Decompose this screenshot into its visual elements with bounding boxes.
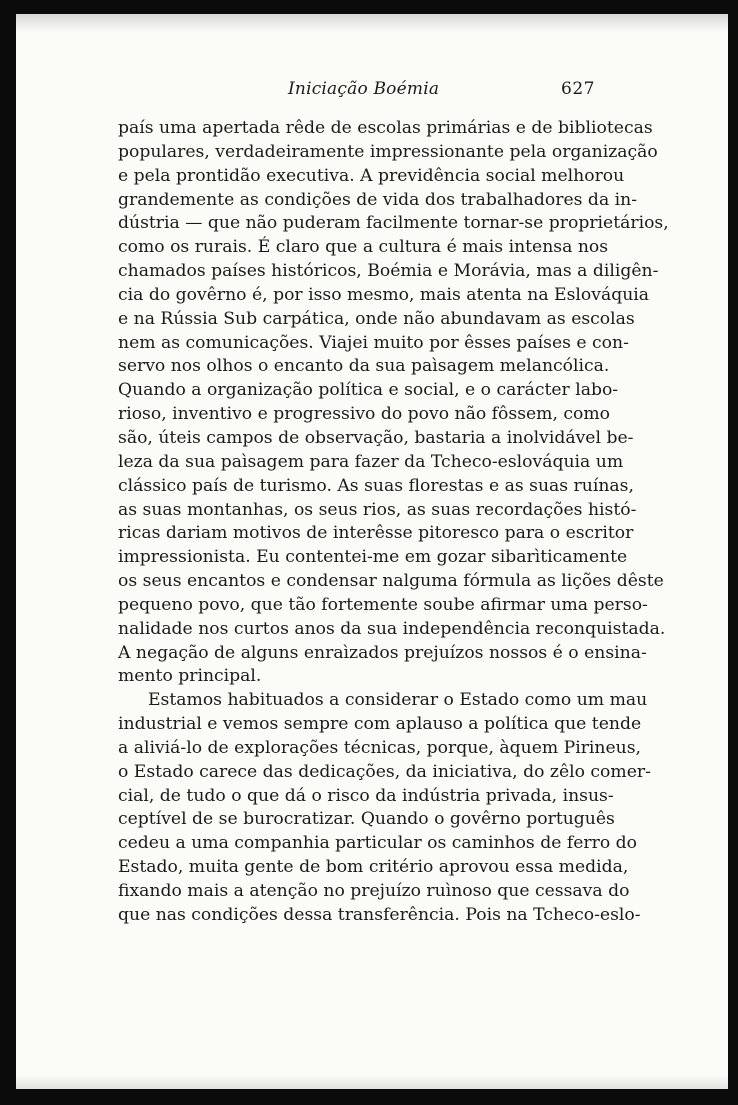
text-line: impressionista. Eu contentei-me em gozar sibarìticamente — [118, 547, 628, 568]
text-line: populares, verdadeiramente impressionante pela organização — [118, 141, 658, 162]
text-line: as suas montanhas, os seus rios, as suas recordações histó- — [118, 499, 637, 520]
text-line: pequeno povo, que tão fortemente soube afirmar uma perso- — [118, 594, 648, 615]
text-line: o Estado carece das dedicações, da iniciativa, do zêlo comer- — [118, 761, 651, 782]
text-line: e na Rússia Sub carpática, onde não abundavam as escolas — [118, 308, 635, 329]
text-line: e pela prontidão executiva. A previdência social melhorou — [118, 165, 625, 186]
text-line: leza da sua paìsagem para fazer da Tcheco-eslováquia um — [118, 451, 624, 472]
text-line: fixando mais a atenção no prejuízo ruìnoso que cessava do — [118, 881, 630, 901]
text-line: que nas condições dessa transferência. Pois na Tcheco-eslo- — [118, 904, 641, 925]
running-title: Iniciação Boémia — [288, 79, 440, 99]
body-text — [118, 117, 669, 928]
text-line: nem as comunicações. Viajei muito por êsses países e con- — [118, 332, 629, 353]
text-line: nalidade nos curtos anos da sua independência reconquistada. — [118, 618, 666, 639]
text-line: cial, de tudo o que dá o risco da indústria privada, insus- — [118, 785, 614, 806]
text-line: Estado, muita gente de bom critério aprovou essa medida, — [118, 857, 629, 878]
text-line: a aliviá-lo de explorações técnicas, porque, àquem Pirineus, — [118, 737, 642, 758]
page-header — [0, 79, 738, 103]
paragraph-end-line: mento principal. — [118, 666, 262, 687]
text-line: servo nos olhos o encanto da sua paìsagem melancólica. — [118, 356, 610, 377]
text-line: como os rurais. É claro que a cultura é mais intensa nos — [118, 237, 609, 258]
text-line: A negação de alguns enraìzados prejuízos nossos é o ensina- — [118, 642, 647, 663]
text-line: cedeu a uma companhia particular os caminhos de ferro do — [118, 833, 637, 854]
text-line: cia do govêrno é, por isso mesmo, mais atenta na Eslováquia — [118, 284, 650, 305]
page-number: 627 — [561, 79, 595, 99]
text-line: dústria — que não puderam facilmente tornar-se proprietários, — [118, 213, 669, 234]
text-line: ricas dariam motivos de interêsse pitoresco para o escritor — [118, 523, 634, 544]
text-line: rioso, inventivo e progressivo do povo não fôssem, como — [118, 404, 611, 425]
paragraph-start-line: Estamos habituados a considerar o Estado como um mau — [148, 690, 648, 711]
text-line: grandemente as condições de vida dos trabalhadores da in- — [118, 189, 638, 210]
text-line: chamados países históricos, Boémia e Morávia, mas a diligên- — [118, 261, 659, 282]
text-line: são, úteis campos de observação, bastaria a inolvidável be- — [118, 427, 634, 448]
text-line: os seus encantos e condensar nalguma fórmula as lições dêste — [118, 571, 664, 592]
text-line: Quando a organização política e social, e o carácter labo- — [118, 380, 619, 401]
text-line: país uma apertada rêde de escolas primárias e de bibliotecas — [118, 118, 653, 138]
text-line: clássico país de turismo. As suas florestas e as suas ruínas, — [118, 475, 634, 496]
text-line: ceptível de se burocratizar. Quando o govêrno português — [118, 809, 615, 830]
text-line: industrial e vemos sempre com aplauso a política que tende — [118, 714, 642, 735]
